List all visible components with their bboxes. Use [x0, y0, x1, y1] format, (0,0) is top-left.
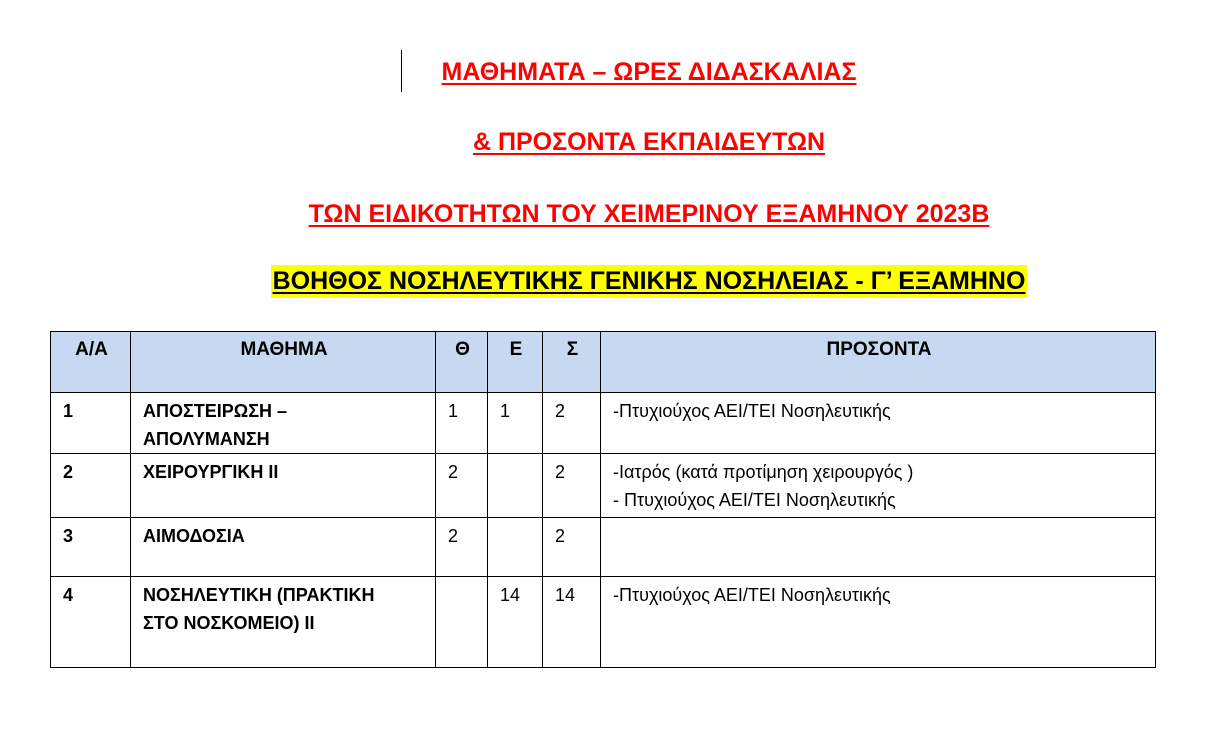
cell-theta: 2 [436, 454, 488, 518]
cell-s: 2 [543, 518, 601, 577]
cell-qualifications: -Ιατρός (κατά προτίμηση χειρουργός ) - Πτυχιούχος ΑΕΙ/ΤΕΙ Νοσηλευτικής [601, 454, 1156, 518]
heading-line-3: ΤΩΝ ΕΙΔΙΚΟΤΗΤΩΝ ΤΟΥ ΧΕΙΜΕΡΙΝΟΥ ΕΞΑΜΗΝΟΥ 2023Β [308, 200, 990, 228]
header-e: Ε [488, 332, 543, 393]
cell-theta [436, 577, 488, 668]
cell-theta: 2 [436, 518, 488, 577]
table-header-row [51, 332, 1156, 393]
cell-theta: 1 [436, 393, 488, 454]
cell-e: 14 [488, 577, 543, 668]
cell-course: ΑΙΜΟΔΟΣΙΑ [131, 518, 436, 577]
heading-line-2: & ΠΡΟΣΟΝΤΑ ΕΚΠΑΙΔΕΥΤΩΝ [472, 128, 826, 156]
heading-specialty: ΒΟΗΘΟΣ ΝΟΣΗΛΕΥΤΙΚΗΣ ΓΕΝΙΚΗΣ ΝΟΣΗΛΕΙΑΣ - Γ’ ΕΞΑΜΗΝΟ [0, 266, 1213, 296]
table-row [51, 393, 1156, 454]
table-row [51, 454, 1156, 518]
heading-line-1: ΜΑΘΗΜΑΤΑ – ΩΡΕΣ ΔΙΔΑΣΚΑΛΙΑΣ [441, 58, 857, 86]
header-aa: Α/Α [51, 332, 131, 393]
header-theta: Θ [436, 332, 488, 393]
courses-table [50, 331, 1156, 668]
cell-aa: 4 [51, 577, 131, 668]
cell-qualifications [601, 518, 1156, 577]
cell-s: 2 [543, 393, 601, 454]
header-s: Σ [543, 332, 601, 393]
cell-course: ΑΠΟΣΤΕΙΡΩΣΗ – ΑΠΟΛΥΜΑΝΣΗ [131, 393, 436, 454]
cell-aa: 1 [51, 393, 131, 454]
cell-e: 1 [488, 393, 543, 454]
cell-aa: 3 [51, 518, 131, 577]
cell-qualifications: -Πτυχιούχος ΑΕΙ/ΤΕΙ Νοσηλευτικής [601, 393, 1156, 454]
cell-course: ΝΟΣΗΛΕΥΤΙΚΗ (ΠΡΑΚΤΙΚΗ ΣΤΟ ΝΟΣΚΟΜΕΙΟ) ΙΙ [131, 577, 436, 668]
header-qualifications: ΠΡΟΣΟΝΤΑ [601, 332, 1156, 393]
cell-e [488, 518, 543, 577]
cell-e [488, 454, 543, 518]
cell-aa: 2 [51, 454, 131, 518]
cell-qualifications: -Πτυχιούχος ΑΕΙ/ΤΕΙ Νοσηλευτικής [601, 577, 1156, 668]
cell-course: ΧΕΙΡΟΥΡΓΙΚΗ ΙΙ [131, 454, 436, 518]
table-row [51, 518, 1156, 577]
header-course: ΜΑΘΗΜΑ [131, 332, 436, 393]
table-row [51, 577, 1156, 668]
cell-s: 2 [543, 454, 601, 518]
cell-s: 14 [543, 577, 601, 668]
